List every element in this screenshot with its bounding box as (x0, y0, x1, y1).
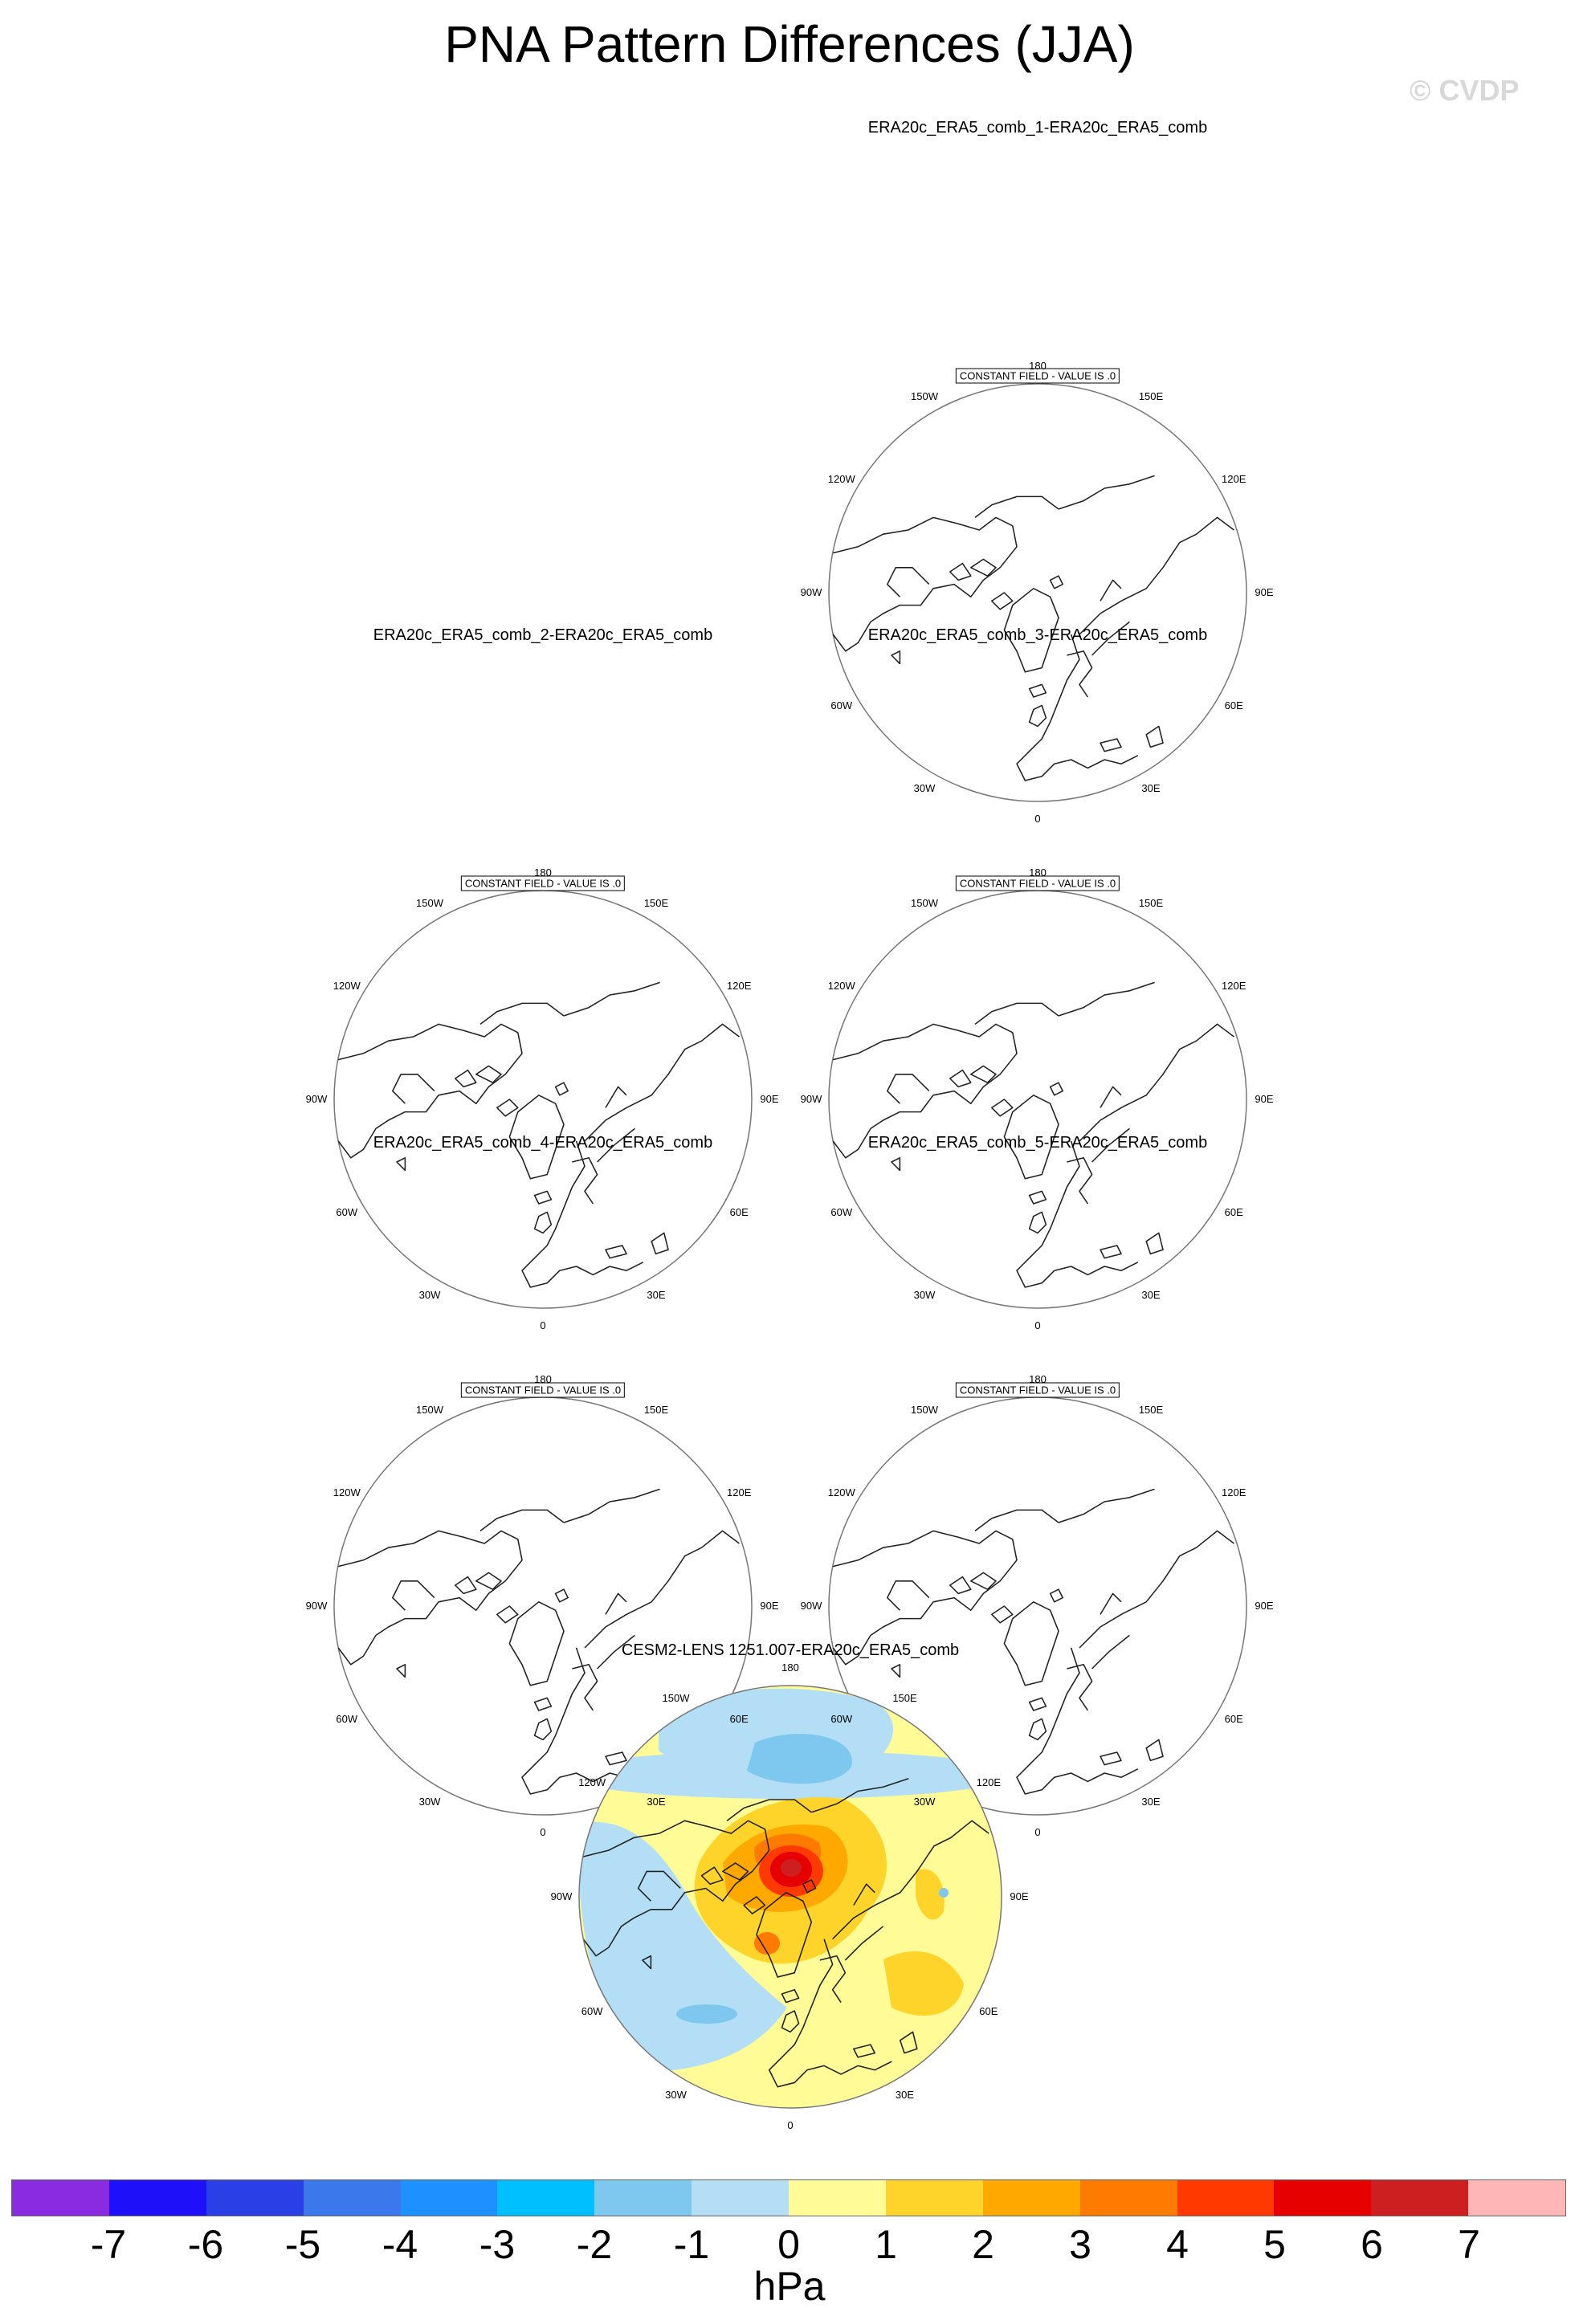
longitude-label: 0 (787, 2119, 794, 2131)
colorbar-swatch (304, 2180, 401, 2216)
longitude-label: 150W (911, 1403, 938, 1416)
colorbar-units: hPa (753, 2264, 826, 2309)
colorbar (11, 2179, 1566, 2216)
longitude-label: 150E (892, 1692, 917, 1705)
colorbar-tick-label: 5 (1263, 2222, 1286, 2267)
colorbar-tick-label: -3 (479, 2222, 516, 2267)
colorbar-tick-label: 4 (1166, 2222, 1189, 2267)
longitude-label: 150W (662, 1692, 690, 1705)
longitude-label: 150W (416, 896, 443, 909)
panel-4-title: ERA20c_ERA5_comb_4-ERA20c_ERA5_comb (373, 1134, 713, 1152)
longitude-label: 90W (800, 1600, 822, 1612)
panel-2-title: ERA20c_ERA5_comb_2-ERA20c_ERA5_comb (373, 626, 713, 644)
longitude-label: 30W (913, 1796, 936, 1808)
colorbar-tick-label: -6 (187, 2222, 224, 2267)
colorbar-swatch (692, 2180, 789, 2216)
colorbar-swatch (1080, 2180, 1177, 2216)
longitude-label: 0 (540, 1319, 546, 1331)
longitude-label: 0 (1034, 1319, 1041, 1331)
panel-3-title: ERA20c_ERA5_comb_3-ERA20c_ERA5_comb (867, 626, 1208, 644)
map-panel-3 (829, 891, 1246, 1308)
colorbar-tick-label: 1 (875, 2222, 897, 2267)
longitude-label: 60W (830, 699, 853, 711)
longitude-label: 120W (333, 1486, 361, 1498)
colorbar-tick-label: -2 (576, 2222, 613, 2267)
constant-field-box: CONSTANT FIELD - VALUE IS .0 (956, 876, 1120, 891)
longitude-label: 90W (550, 1890, 573, 1902)
longitude-label: 60W (830, 1713, 853, 1725)
longitude-label: 30E (1141, 1796, 1161, 1808)
longitude-label: 0 (540, 1826, 546, 1838)
longitude-label: 150E (1138, 1403, 1164, 1416)
colorbar-tick-label: -5 (284, 2222, 321, 2267)
map-panel-2 (334, 891, 752, 1308)
longitude-label: 150W (911, 896, 938, 909)
longitude-label: 180 (1029, 1373, 1047, 1385)
longitude-label: 150E (1138, 389, 1164, 402)
longitude-label: 120W (827, 1486, 855, 1498)
longitude-label: 180 (1029, 866, 1047, 879)
longitude-label: 90E (760, 1600, 779, 1612)
longitude-label: 150E (643, 1403, 669, 1416)
longitude-label: 180 (1029, 360, 1047, 372)
longitude-label: 90W (305, 1600, 328, 1612)
longitude-label: 0 (1034, 1826, 1041, 1838)
longitude-label: 30E (895, 2088, 915, 2101)
colorbar-swatch (497, 2180, 594, 2216)
longitude-label: 120E (1222, 473, 1246, 485)
colorbar-swatch (206, 2180, 304, 2216)
longitude-label: 60W (336, 1206, 358, 1218)
colorbar-swatch (789, 2180, 886, 2216)
longitude-label: 90E (1010, 1890, 1029, 1902)
constant-field-box: CONSTANT FIELD - VALUE IS .0 (956, 1383, 1120, 1398)
longitude-label: 30E (647, 1289, 666, 1302)
longitude-label: 180 (534, 1373, 552, 1385)
colorbar-swatch (983, 2180, 1080, 2216)
colorbar-swatch (12, 2180, 109, 2216)
constant-field-box: CONSTANT FIELD - VALUE IS .0 (461, 876, 625, 891)
longitude-label: 30E (1141, 782, 1161, 795)
longitude-label: 60W (581, 2004, 603, 2017)
colorbar-tick-label: 7 (1458, 2222, 1480, 2267)
colorbar-tick-label: 6 (1361, 2222, 1383, 2267)
colorbar-swatch (1468, 2180, 1565, 2216)
colorbar-tick-label: -4 (381, 2222, 418, 2267)
longitude-label: 120E (727, 1486, 752, 1498)
longitude-label: 120W (333, 980, 361, 992)
longitude-label: 120W (827, 980, 855, 992)
longitude-label: 150W (416, 1403, 443, 1416)
colorbar-tick-label: 0 (777, 2222, 800, 2267)
colorbar-swatch (594, 2180, 692, 2216)
longitude-label: 90W (305, 1093, 328, 1105)
longitude-label: 90W (800, 1093, 822, 1105)
longitude-label: 120W (578, 1776, 606, 1788)
longitude-label: 180 (534, 866, 552, 879)
longitude-label: 30W (418, 1289, 441, 1302)
colorbar-swatch (401, 2180, 498, 2216)
longitude-label: 60E (979, 2004, 998, 2017)
longitude-label: 150E (643, 896, 669, 909)
longitude-label: 120E (1222, 980, 1246, 992)
constant-field-box: CONSTANT FIELD - VALUE IS .0 (956, 369, 1120, 384)
longitude-label: 90E (760, 1093, 779, 1105)
longitude-label: 30W (418, 1796, 441, 1808)
longitude-label: 30E (647, 1796, 666, 1808)
colorbar-swatch (109, 2180, 206, 2216)
longitude-label: 60E (729, 1206, 749, 1218)
longitude-label: 90E (1255, 1600, 1274, 1612)
longitude-label: 30W (913, 1289, 936, 1302)
cvdp-watermark: © CVDP (1410, 74, 1520, 107)
panel-5-title: ERA20c_ERA5_comb_5-ERA20c_ERA5_comb (867, 1134, 1208, 1152)
longitude-label: 60E (729, 1713, 749, 1725)
colorbar-tick-label: -1 (673, 2222, 710, 2267)
map-panel-1 (829, 384, 1246, 801)
colorbar-tick-label: 3 (1069, 2222, 1091, 2267)
colorbar-tick-label: 2 (972, 2222, 994, 2267)
panel-6-title: CESM2-LENS 1251.007-ERA20c_ERA5_comb (621, 1641, 960, 1659)
colorbar-swatch (1371, 2180, 1468, 2216)
longitude-label: 0 (1034, 813, 1041, 825)
longitude-label: 60W (830, 1206, 853, 1218)
longitude-label: 30W (913, 782, 936, 795)
longitude-label: 60E (1224, 1206, 1243, 1218)
longitude-label: 90W (800, 586, 822, 598)
colorbar-swatch (1177, 2180, 1275, 2216)
longitude-label: 180 (781, 1661, 799, 1674)
longitude-label: 150E (1138, 896, 1164, 909)
longitude-label: 120W (827, 473, 855, 485)
colorbar-tick-label: -7 (90, 2222, 127, 2267)
longitude-label: 60W (336, 1713, 358, 1725)
longitude-label: 150W (911, 389, 938, 402)
longitude-label: 60E (1224, 1713, 1243, 1725)
longitude-label: 120E (727, 980, 752, 992)
longitude-label: 30W (665, 2088, 687, 2101)
longitude-label: 30E (1141, 1289, 1161, 1302)
longitude-label: 120E (976, 1776, 1001, 1788)
main-title: PNA Pattern Differences (JJA) (444, 15, 1135, 73)
constant-field-box: CONSTANT FIELD - VALUE IS .0 (461, 1383, 625, 1398)
colorbar-swatch (1274, 2180, 1371, 2216)
longitude-label: 90E (1255, 586, 1274, 598)
panel-1-title: ERA20c_ERA5_comb_1-ERA20c_ERA5_comb (867, 119, 1208, 137)
colorbar-swatch (886, 2180, 983, 2216)
longitude-label: 60E (1224, 699, 1243, 711)
longitude-label: 120E (1222, 1486, 1246, 1498)
longitude-label: 90E (1255, 1093, 1274, 1105)
